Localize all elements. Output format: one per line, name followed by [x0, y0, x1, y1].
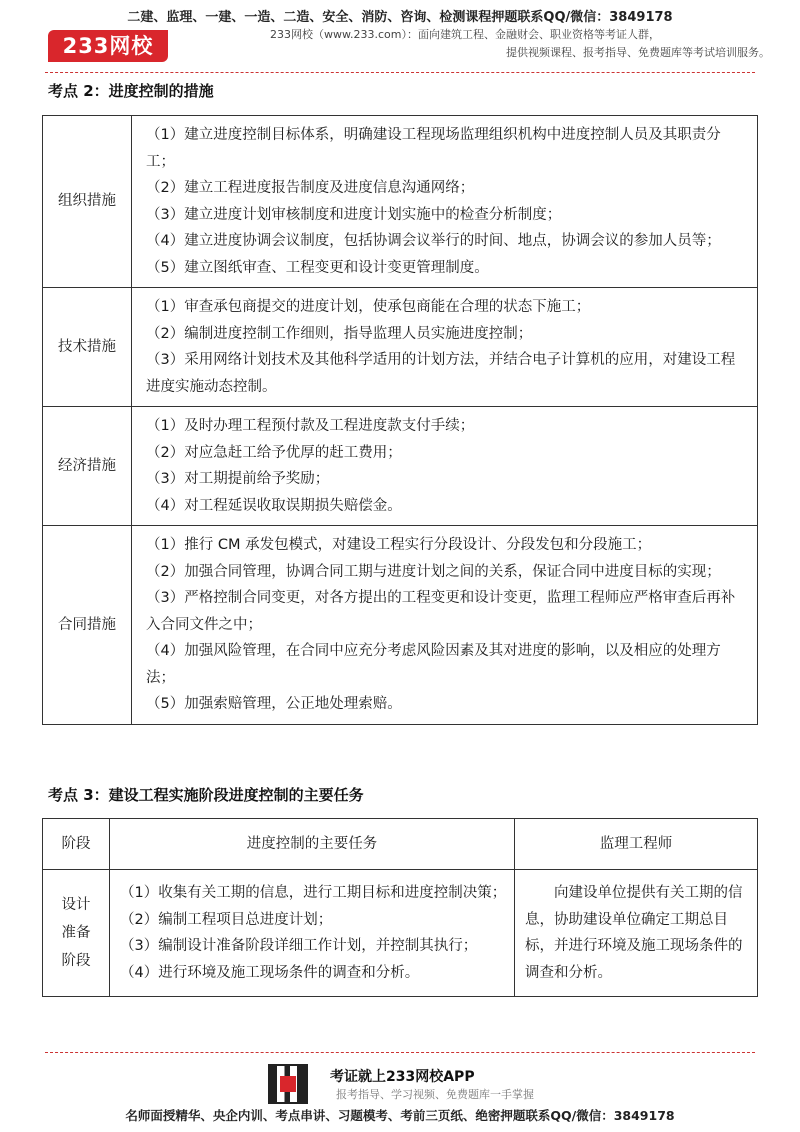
footer-app-title: 考证就上233网校APP: [330, 1069, 475, 1085]
list-item: （4）建立进度协调会议制度，包括协调会议举行的时间、地点，协调会议的参加人员等；: [146, 233, 721, 249]
task-list: [110, 870, 515, 997]
list-item: （1）收集有关工期的信息，进行工期目标和进度控制决策；: [120, 885, 507, 901]
list-item: （4）加强风险管理，在合同中应充分考虑风险因素及其对进度的影响，以及相应的处理方法；: [146, 643, 721, 686]
measure-category: 经济措施: [43, 407, 132, 526]
measures-table: [42, 115, 758, 725]
list-item: （3）对工期提前给予奖励；: [146, 471, 330, 487]
measure-items: [132, 407, 758, 526]
measure-category: 合同措施: [43, 526, 132, 725]
measure-items: [132, 526, 758, 725]
footer-app-subtitle: 报考指导、学习视频、免费题库一手掌握: [336, 1088, 534, 1101]
header-intro-line: 233网校（www.233.com）：面向建筑工程、金融财会、职业资格等考证人群，: [270, 28, 660, 41]
stage-label-part: 准备: [61, 925, 91, 941]
table-row: [43, 870, 758, 997]
list-item: （1）及时办理工程预付款及工程进度款支付手续；: [146, 418, 475, 434]
qr-code-icon: [268, 1064, 308, 1104]
section3-title: 考点 3：建设工程实施阶段进度控制的主要任务: [48, 786, 364, 804]
measure-category: 技术措施: [43, 288, 132, 407]
list-item: （5）加强索赔管理，公正地处理索赔。: [146, 696, 402, 712]
list-item: （2）加强合同管理，协调合同工期与进度计划之间的关系，保证合同中进度目标的实现；: [146, 563, 721, 580]
page-header: [0, 0, 800, 74]
page-footer: [0, 1050, 800, 1132]
list-item: （1）建立进度控制目标体系，明确建设工程现场监理组织机构中进度控制人员及其职责分工；: [146, 127, 721, 170]
header-divider: [45, 72, 755, 73]
list-item: （2）编制进度控制工作细则，指导监理人员实施进度控制；: [146, 325, 533, 342]
list-item: （5）建立图纸审查、工程变更和设计变更管理制度。: [146, 259, 489, 276]
list-item: （2）编制工程项目总进度计划；: [120, 911, 333, 928]
engineer-duty: 向建设单位提供有关工期的信息，协助建设单位确定工期总目标，并进行环境及施工现场条件的调查和分析。: [515, 870, 758, 997]
table-row: [43, 288, 758, 407]
stage-label-part: 阶段: [61, 953, 91, 969]
table-row: [43, 526, 758, 725]
list-item: （3）编制设计准备阶段详细工作计划，并控制其执行；: [120, 938, 478, 954]
list-item: （1）审查承包商提交的进度计划，使承包商能在合理的状态下施工；: [146, 299, 591, 315]
list-item: （2）对应急赶工给予优厚的赶工费用；: [146, 444, 402, 461]
list-item: （3）严格控制合同变更，对各方提出的工程变更和设计变更，监理工程师应严格审查后再补入合同文件之中；: [146, 590, 736, 633]
column-header-stage: 阶段: [43, 819, 110, 870]
column-header-tasks: 进度控制的主要任务: [110, 819, 515, 870]
stage-label-part: 设计: [61, 897, 91, 913]
table-row: [43, 407, 758, 526]
stage-cell: [43, 870, 110, 997]
list-item: （3）采用网络计划技术及其他科学适用的计划方法，并结合电子计算机的应用，对建设工程进度实施动态控制。: [146, 352, 736, 395]
list-item: （1）推行 CM 承发包模式，对建设工程实行分段设计、分段发包和分段施工；: [146, 537, 652, 553]
section2-title: 考点 2：进度控制的措施: [48, 82, 214, 100]
table-row: [43, 116, 758, 288]
list-item: （2）建立工程进度报告制度及进度信息沟通网络；: [146, 180, 475, 196]
list-item: （4）进行环境及施工现场条件的调查和分析。: [120, 964, 420, 981]
tasks-table: [42, 818, 758, 997]
measure-category: 组织措施: [43, 116, 132, 288]
list-item: （3）建立进度计划审核制度和进度计划实施中的检查分析制度；: [146, 206, 562, 223]
measure-items: [132, 116, 758, 288]
table-header-row: [43, 819, 758, 870]
brand-logo: 233网校: [48, 30, 168, 62]
column-header-engineer: 监理工程师: [515, 819, 758, 870]
header-service-line: 提供视频课程、报考指导、免费题库等考试培训服务。: [506, 46, 770, 59]
footer-contact-line: 名师面授精华、央企内训、考点串讲、习题模考、考前三页纸、绝密押题联系QQ/微信：3849178: [125, 1108, 675, 1123]
header-contact-line: 二建、监理、一建、一造、二造、安全、消防、咨询、检测课程押题联系QQ/微信：3849178: [127, 10, 673, 25]
measure-items: [132, 288, 758, 407]
footer-divider: [45, 1052, 755, 1053]
list-item: （4）对工程延误收取误期损失赔偿金。: [146, 497, 402, 514]
